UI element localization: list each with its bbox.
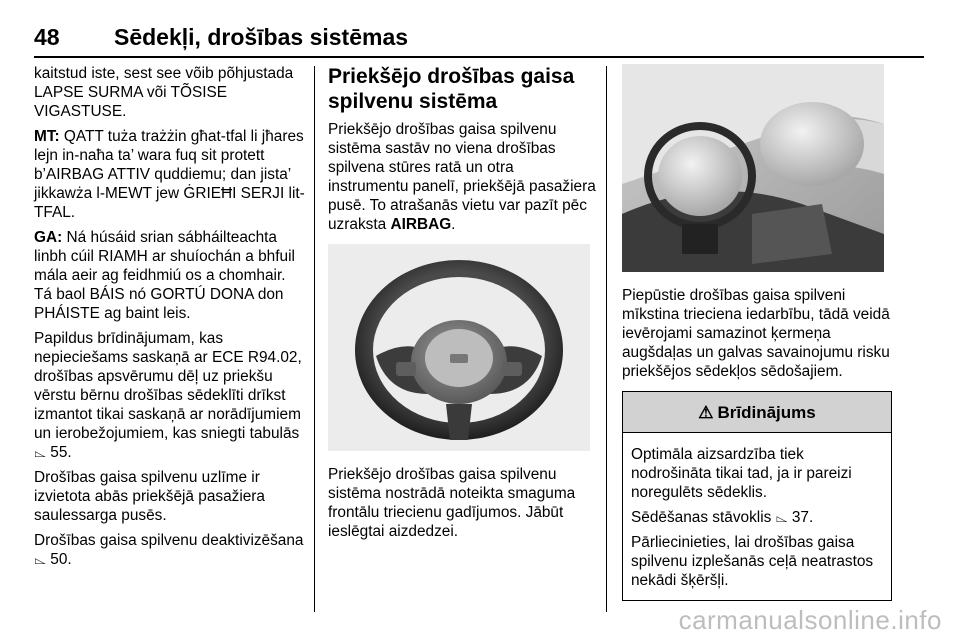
page-reference-link[interactable]: ⌳ 37. xyxy=(775,509,814,526)
deployed-airbag-photo xyxy=(622,64,884,272)
paragraph xyxy=(34,329,306,462)
warning-title: Brīdinājums xyxy=(717,402,816,422)
paragraph-text: Drošības gaisa spilvenu deaktivizēšana xyxy=(34,532,304,549)
paragraph xyxy=(34,531,306,569)
paragraph-mt xyxy=(34,127,306,222)
paragraph: Drošības gaisa spilvenu uzlīme ir izvietota abās priekšējā pasažiera saulessarga pusēs. xyxy=(34,469,265,524)
paragraph: kaitstud iste, sest see võib põhjustada LAPSE SURMA või TÕSISE VIGASTUSE. xyxy=(34,65,294,120)
column-divider-1 xyxy=(314,66,315,612)
paragraph-text: Papildus brīdinājumam, kas nepieciešams saskaņā ar ECE R94.02, drošības apsvērumu dēļ uz priekšu vērstu bērnu drošības sēdeklīti drīkst izmantot tikai saskaņā ar norādījumiem un ierobežojumiem, kas sniegti tabulās xyxy=(34,330,302,442)
paragraph-text: Sēdēšanas stāvoklis xyxy=(631,509,772,526)
paragraph-text: . xyxy=(451,216,456,233)
warning-paragraph: Pārliecinieties, lai drošības gaisa spilvenu izplešanās ceļā neatrastos nekādi šķēršļi. xyxy=(631,534,874,589)
figure-caption: Priekšējo drošības gaisa spilvenu sistēma nostrādā noteikta smaguma frontālu triecienu gadījumos. Jābūt ieslēgtai aizdedzei. xyxy=(328,466,576,540)
page-header xyxy=(34,20,940,60)
figure-caption: Piepūstie drošības gaisa spilveni mīkstina trieciena iedarbību, tādā veidā ievērojami samazinot ķermeņa augšdaļas un galvas savainojumu risku priekšējos sēdekļos sēdošajiem. xyxy=(622,287,890,380)
airbag-label: AIRBAG xyxy=(390,216,452,233)
page-reference-link[interactable]: ⌳ 55. xyxy=(34,444,72,461)
paragraph-text: Ná húsáid srian sábháilteachta linbh cúil RIAMH ar shuíochán a bhfuil mála aeir ag feidhmiú os a chomhair. Tá baol BÁIS nó GORTÚ DONA don PHÁISTE ag baint leis. xyxy=(34,229,295,322)
page-title: Sēdekļi, drošības sistēmas xyxy=(114,24,409,50)
steering-wheel-icon xyxy=(328,244,590,451)
steering-wheel-illustration xyxy=(328,244,590,451)
watermark: carmanualsonline.info xyxy=(678,605,942,635)
warning-header xyxy=(623,392,891,433)
column-1 xyxy=(34,64,306,575)
column-2 xyxy=(328,64,598,547)
section-heading: Priekšējo drošības gaisa spilvenu sistēma xyxy=(328,65,575,113)
paragraph-text: QATT tuża trażżin għat-tfal li jħares lejn in-naħa ta’ wara fuq sit protett b’AIRBAG ATTIV quddiemu; dan jista’ jikkawża l-MEWT jew ĠRIEĦI SERJI lit-TFAL. xyxy=(34,128,305,221)
warning-paragraph: Optimāla aizsardzība tiek nodrošināta tikai tad, ja ir pareizi noregulēts sēdeklis. xyxy=(631,446,852,501)
paragraph-ga xyxy=(34,228,306,323)
deployed-airbag-icon xyxy=(622,64,884,272)
page-reference-link[interactable]: ⌳ 50. xyxy=(34,551,72,568)
page-number: 48 xyxy=(34,24,60,50)
paragraph-text: Priekšējo drošības gaisa spilvenu sistēma sastāv no viena drošības spilvena stūres ratā un otra instrumentu panelī, priekšējā pasažiera pusē. To atrašanās vietu var pazīt pēc uzraksta xyxy=(328,121,596,233)
paragraph xyxy=(328,120,598,234)
warning-body xyxy=(623,433,891,600)
header-divider xyxy=(34,56,924,58)
warning-paragraph xyxy=(631,508,881,527)
warning-box xyxy=(622,391,892,601)
column-divider-2 xyxy=(606,66,607,612)
language-label-ga: GA: xyxy=(34,229,63,246)
column-3 xyxy=(622,64,892,601)
warning-triangle-icon: ⚠ xyxy=(698,402,714,422)
language-label-mt: MT: xyxy=(34,128,60,145)
